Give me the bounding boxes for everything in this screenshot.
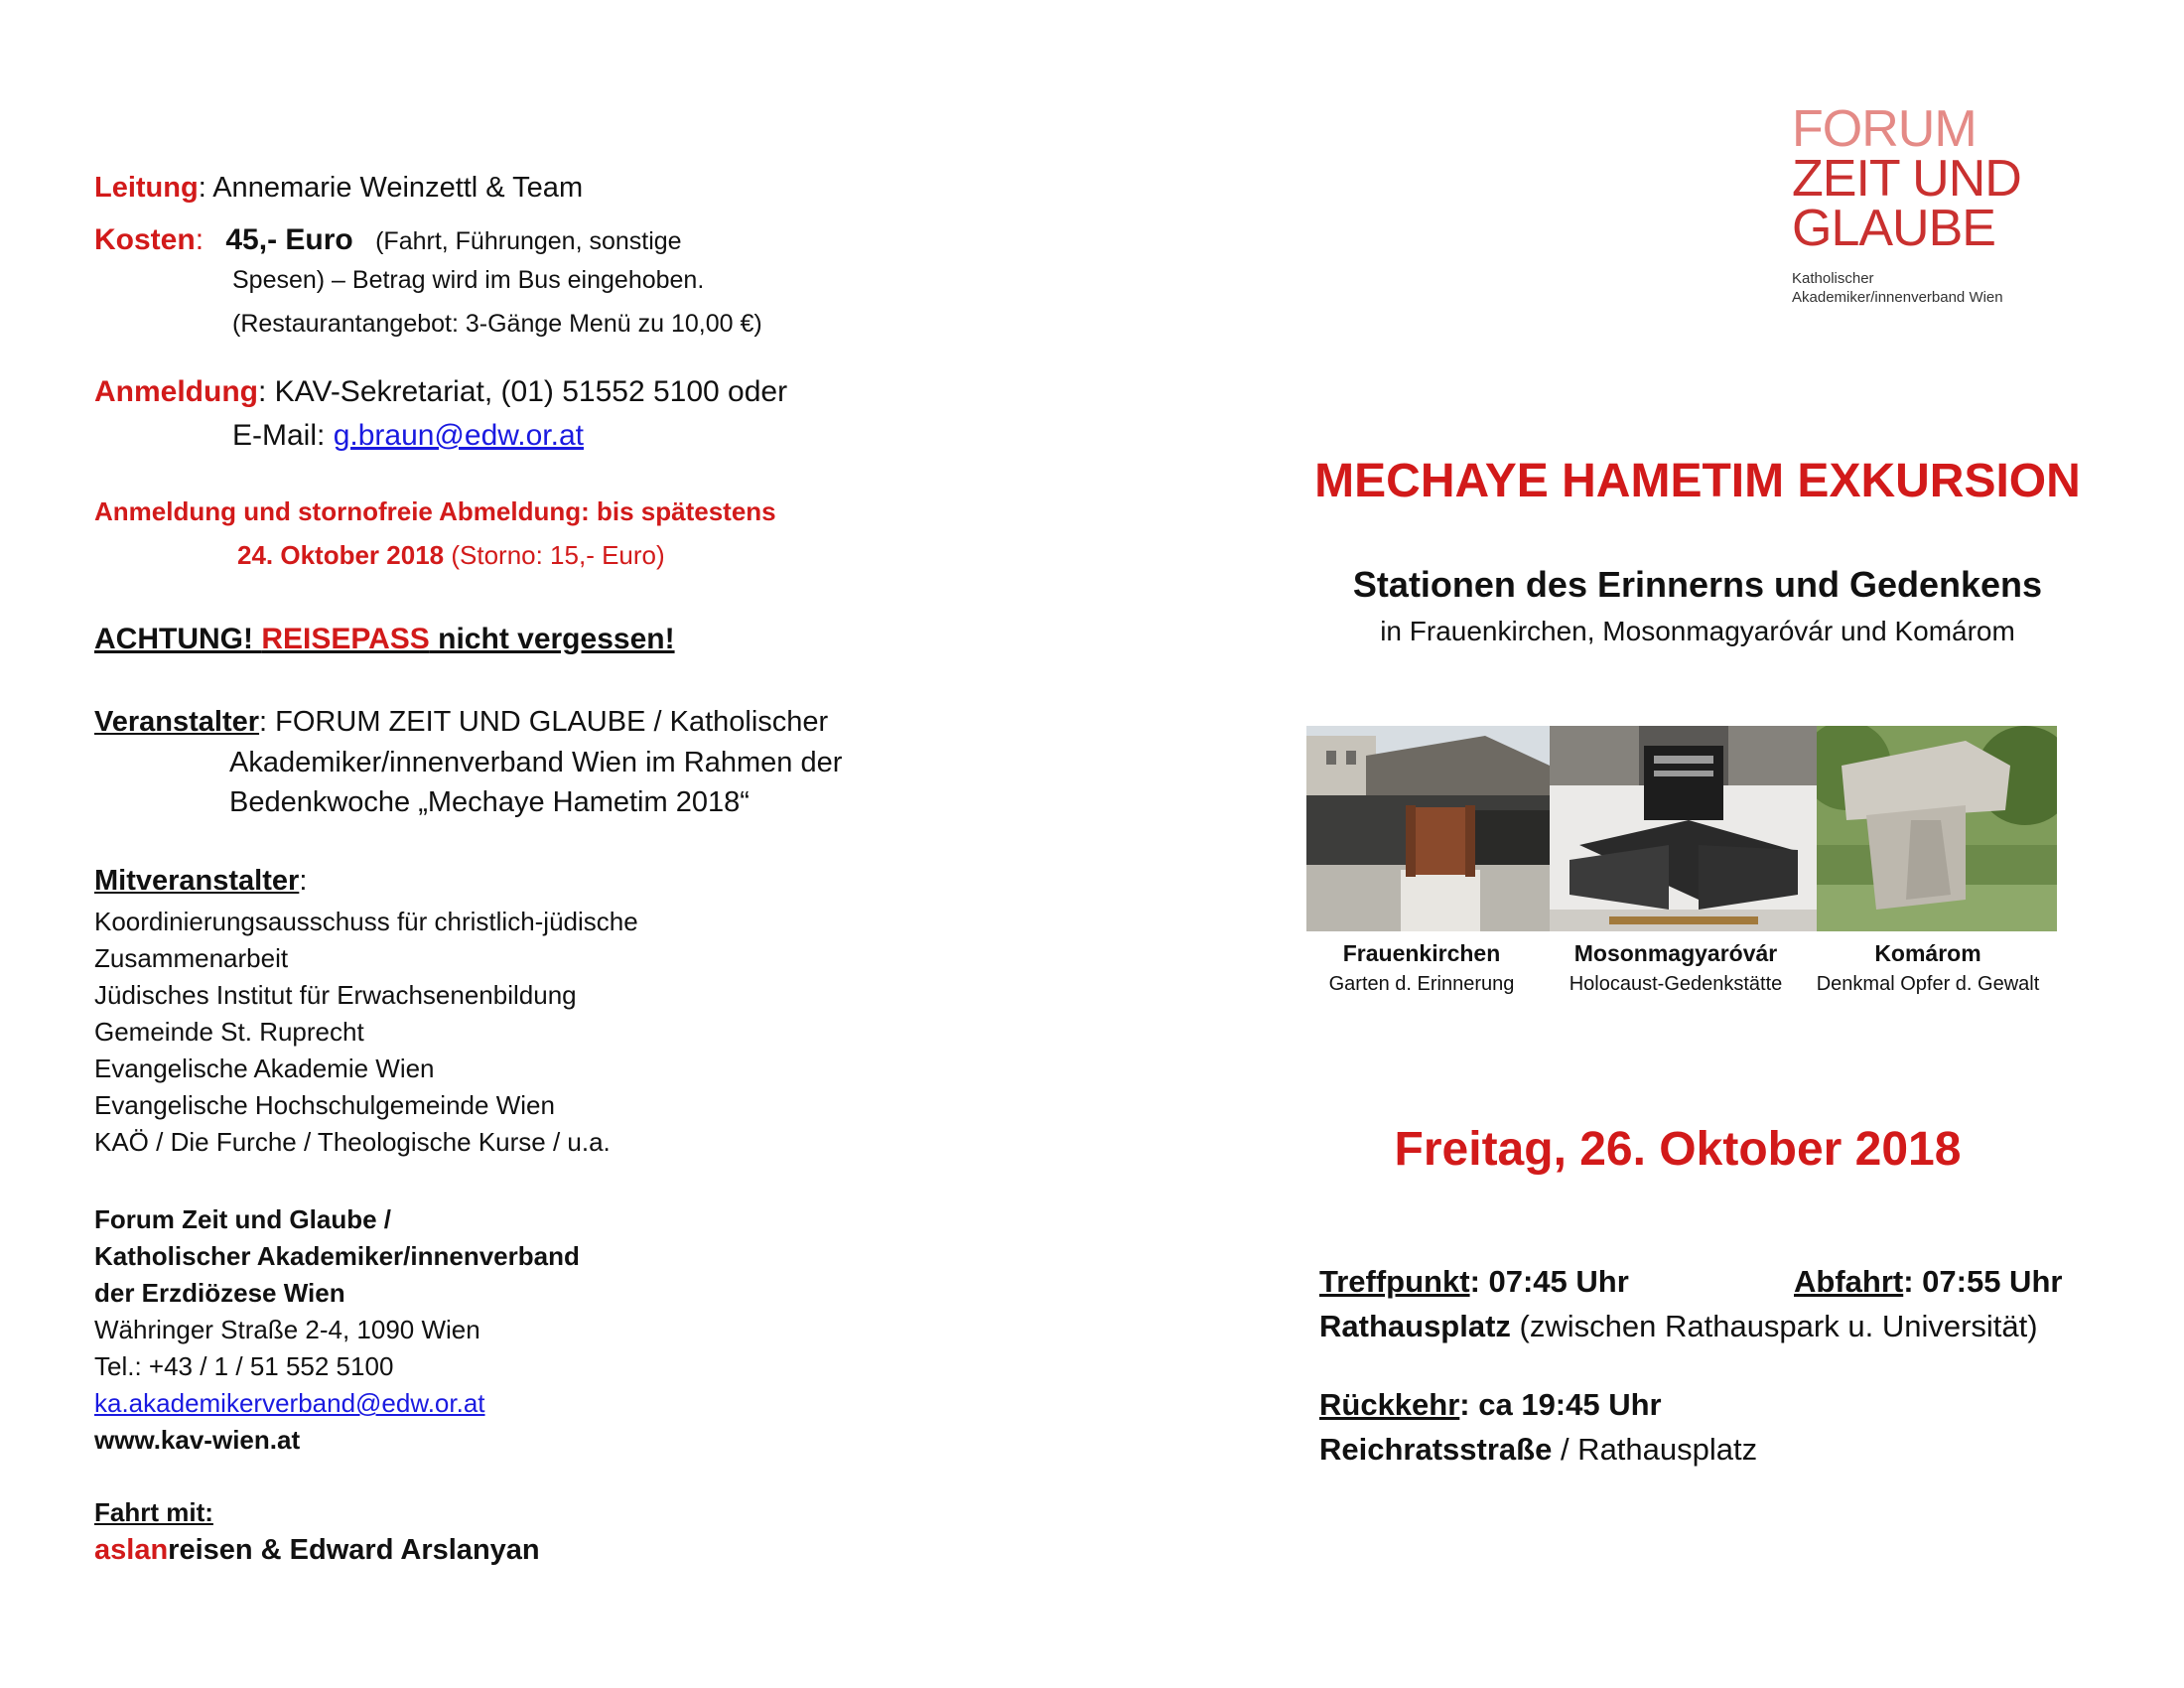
veranstalter-text-3: Bedenkwoche „Mechaye Hametim 2018“	[229, 786, 750, 818]
return-place-name: Reichratsstraße	[1319, 1432, 1553, 1467]
page-title: MECHAYE HAMETIM EXKURSION	[1314, 455, 2081, 507]
logo-line-3: GLAUBE	[1792, 200, 1995, 257]
logo-line-1: FORUM	[1792, 100, 1977, 158]
photo-frauenkirchen	[1306, 726, 1550, 931]
mitveranstalter-item: Zusammenarbeit	[94, 943, 289, 973]
photo-strip	[1306, 726, 2057, 931]
caption-desc: Holocaust-Gedenkstätte	[1569, 973, 1783, 995]
event-date: Freitag, 26. Oktober 2018	[1394, 1123, 1962, 1176]
treffpunkt-line	[1319, 1264, 1629, 1300]
org-website: www.kav-wien.at	[94, 1425, 301, 1455]
abfahrt-time: : 07:55 Uhr	[1903, 1264, 2063, 1299]
anmeldung-value: : KAV-Sekretariat, (01) 51552 5100 oder	[258, 375, 788, 408]
rueckkehr-label: Rückkehr	[1319, 1387, 1460, 1422]
mitveranstalter-heading	[94, 865, 307, 898]
kosten-detail-3: (Restaurantangebot: 3-Gänge Menü zu 10,00 €)	[232, 310, 762, 338]
mitveranstalter-colon: :	[299, 865, 308, 897]
anmeldung-line	[94, 375, 787, 409]
email-link[interactable]: g.braun@edw.or.at	[333, 419, 584, 452]
mitveranstalter-item: Evangelische Hochschulgemeinde Wien	[94, 1090, 555, 1120]
treffpunkt-label: Treffpunkt	[1319, 1264, 1470, 1299]
kosten-colon: :	[195, 223, 205, 256]
email-line	[232, 419, 584, 453]
bus-company-red: aslan	[94, 1534, 169, 1566]
kosten-amount: 45,- Euro	[225, 223, 353, 256]
storno-line-2	[237, 540, 665, 571]
org-email-link[interactable]	[94, 1388, 485, 1419]
rueckkehr-time: : ca 19:45 Uhr	[1459, 1387, 1662, 1422]
rueckkehr-line	[1319, 1387, 1662, 1423]
veranstalter-text-1: : FORUM ZEIT UND GLAUBE / Katholischer	[259, 706, 829, 738]
photo-mosonmagyarovar	[1550, 726, 1817, 931]
achtung-text-2: nicht vergessen!	[429, 623, 675, 655]
abfahrt-line	[1794, 1264, 2062, 1300]
kosten-label: Kosten	[94, 223, 196, 256]
mitveranstalter-item: Gemeinde St. Ruprecht	[94, 1017, 364, 1047]
mitveranstalter-item: Evangelische Akademie Wien	[94, 1054, 435, 1083]
abfahrt-label: Abfahrt	[1794, 1264, 1904, 1299]
logo-line-2: ZEIT UND	[1792, 150, 2021, 208]
subtitle: Stationen des Erinnerns und Gedenkens	[1352, 564, 2043, 605]
kosten-line	[94, 223, 682, 257]
org-address: Währinger Straße 2-4, 1090 Wien	[94, 1315, 480, 1344]
forum-logo	[1792, 100, 2090, 307]
achtung-text: ACHTUNG!	[94, 623, 262, 655]
caption-place: Frauenkirchen	[1342, 940, 1501, 966]
treffpunkt-time: : 07:45 Uhr	[1469, 1264, 1629, 1299]
veranstalter-text-2: Akademiker/innenverband Wien im Rahmen der	[229, 747, 843, 778]
storno-date: 24. Oktober 2018	[237, 540, 445, 570]
logo-sub-1: Katholischer	[1792, 270, 1874, 287]
leitung-line	[94, 172, 583, 205]
org-name-3: der Erzdiözese Wien	[94, 1278, 345, 1308]
reisepass: REISEPASS	[261, 623, 430, 655]
mitveranstalter-item: Jüdisches Institut für Erwachsenenbildung	[94, 980, 577, 1010]
storno-fee: (Storno: 15,- Euro)	[444, 540, 665, 570]
return-place	[1319, 1432, 1757, 1468]
kosten-detail-2: Spesen) – Betrag wird im Bus eingehoben.	[232, 266, 705, 294]
bus-company	[94, 1534, 540, 1567]
bus-company-rest: reisen & Edward Arslanyan	[168, 1534, 540, 1566]
caption-desc: Denkmal Opfer d. Gewalt	[1816, 973, 2040, 995]
caption-place: Mosonmagyaróvár	[1573, 940, 1778, 966]
return-place-detail: / Rathausplatz	[1552, 1432, 1758, 1467]
meeting-place	[1319, 1309, 2038, 1344]
achtung-line	[94, 623, 675, 656]
org-name-1: Forum Zeit und Glaube /	[94, 1204, 391, 1234]
meeting-place-detail: (zwischen Rathauspark u. Universität)	[1510, 1309, 2038, 1343]
veranstalter-label: Veranstalter	[94, 706, 260, 738]
meeting-place-name: Rathausplatz	[1319, 1309, 1511, 1343]
storno-line-1: Anmeldung und stornofreie Abmeldung: bis spätestens	[94, 496, 776, 526]
leitung-value: : Annemarie Weinzettl & Team	[198, 172, 584, 204]
subtitle-places: in Frauenkirchen, Mosonmagyaróvár und Komárom	[1380, 616, 2015, 646]
kosten-detail-1: (Fahrt, Führungen, sonstige	[375, 227, 682, 255]
logo-sub-2: Akademiker/innenverband Wien	[1792, 289, 2003, 306]
caption-desc: Garten d. Erinnerung	[1328, 973, 1515, 995]
mitveranstalter-item: Koordinierungsausschuss für christlich-jüdische	[94, 907, 638, 936]
fahrt-label: Fahrt mit:	[94, 1497, 213, 1527]
leitung-label: Leitung	[94, 172, 199, 204]
mitveranstalter-label: Mitveranstalter	[94, 865, 300, 897]
mitveranstalter-item: KAÖ / Die Furche / Theologische Kurse / u.a.	[94, 1127, 611, 1157]
org-name-2: Katholischer Akademiker/innenverband	[94, 1241, 580, 1271]
org-email[interactable]: ka.akademikerverband@edw.or.at	[94, 1388, 485, 1418]
email-prefix: E-Mail:	[232, 419, 334, 452]
org-tel: Tel.: +43 / 1 / 51 552 5100	[94, 1351, 394, 1381]
anmeldung-label: Anmeldung	[94, 375, 258, 408]
caption-place: Komárom	[1874, 940, 1981, 966]
veranstalter-line	[94, 706, 828, 739]
photo-komarom	[1817, 726, 2057, 931]
